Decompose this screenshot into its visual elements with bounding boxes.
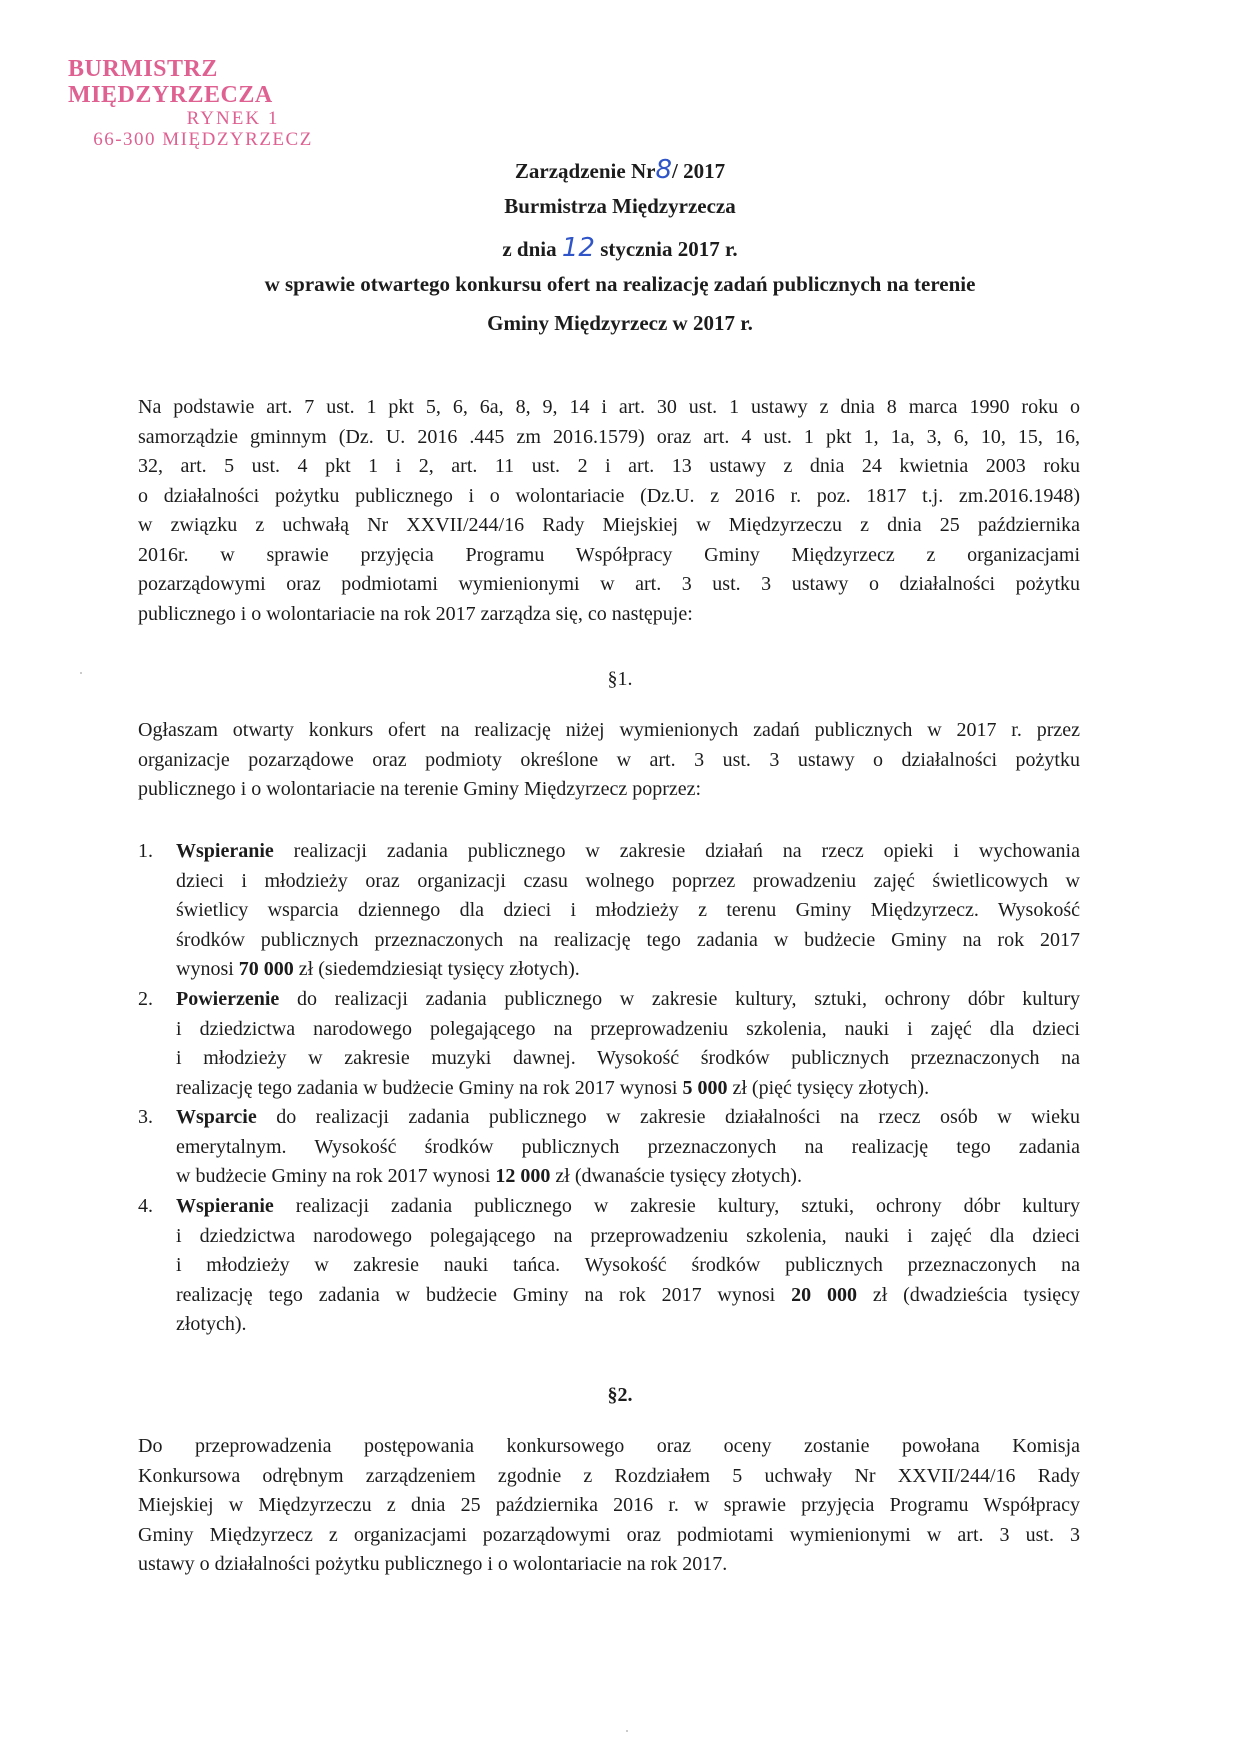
item-line: emerytalnym. Wysokość środków publicznych przeznaczonych na realizację tego zadania [176, 1135, 1080, 1158]
subject-line-2: Gminy Międzyrzecz w 2017 r. [487, 311, 753, 335]
item-line: realizacji zadania publicznego w zakresie kultury, sztuki, ochrony dóbr kultury [273, 1195, 1080, 1217]
date-prefix: z dnia [502, 237, 557, 261]
item-line: świetlicy wsparcia dziennego dla dzieci i młodzieży z terenu Gminy Międzyrzecz. Wysokość [176, 899, 1080, 921]
section-1-intro [138, 716, 1080, 805]
amount: 20 000 [791, 1283, 857, 1306]
section-2-line: Miejskiej w Międzyrzeczu z dnia 25 października 2016 r. w sprawie przyjęcia Programu Współpracy [138, 1494, 1080, 1516]
item-line: i młodzieży w zakresie muzyki dawnej. Wysokość środków publicznych przeznaczonych na [176, 1047, 1080, 1069]
preamble-line: pozarządowymi oraz podmiotami wymienionymi w art. 3 ust. 3 ustawy o działalności pożytku [138, 573, 1080, 595]
item-keyword: Wspieranie [176, 1195, 274, 1217]
preamble-line: o działalności pożytku publicznego i o wolontariacie (Dz.U. z 2016 r. poz. 1817 t.j. zm.2016.1948) [138, 484, 1080, 507]
intro-line: Ogłaszam otwarty konkurs ofert na realizację niżej wymienionych zadań publicznych w 2017 r. przez [138, 719, 1080, 741]
stamp-line-1: BURMISTRZ MIĘDZYRZECZA [68, 56, 273, 109]
item-line: realizację tego zadania w budżecie Gminy na rok 2017 wynosi [176, 1283, 792, 1306]
item-line: zł (siedemdziesiąt tysięcy złotych). [293, 958, 580, 980]
section-2-line: Gminy Międzyrzecz z organizacjami pozarządowymi oraz podmiotami wymienionymi w art. 3 ust. 3 [138, 1523, 1080, 1546]
item-line: środków publicznych przeznaczonych na realizację tego zadania w budżecie Gminy na rok 2017 [176, 928, 1080, 951]
amount: 5 000 [682, 1076, 728, 1099]
preamble-line: 32, art. 5 ust. 4 pkt 1 i 2, art. 11 ust. 2 i art. 13 ustawy z dnia 24 kwietnia 2003 roku [138, 455, 1080, 477]
handwritten-day: 12 [561, 233, 595, 263]
item-line: i dziedzictwa narodowego polegającego na przeprowadzeniu szkolenia, nauki i zajęć dla dzieci [176, 1017, 1080, 1040]
preamble-line: w związku z uchwałą Nr XXVII/244/16 Rady Miejskiej w Międzyrzeczu z dnia 25 października [138, 514, 1080, 536]
office-stamp [68, 56, 408, 151]
preamble-line: Na podstawie art. 7 ust. 1 pkt 5, 6, 6a, 8, 9, 14 i art. 30 ust. 1 ustawy z dnia 8 marca 1990 roku o [138, 396, 1080, 418]
item-keyword: Powierzenie [176, 988, 280, 1010]
document-date [0, 233, 1240, 263]
section-2-body [138, 1432, 1080, 1580]
item-number: 2. [138, 988, 153, 1010]
title-suffix: / 2017 [672, 159, 726, 183]
stamp-line-2: RYNEK 1 [186, 107, 280, 129]
list-item-4 [138, 1192, 1080, 1340]
preamble-line: samorządzie gminnym (Dz. U. 2016 .445 zm 2016.1579) oraz art. 4 ust. 1 pkt 1, 1a, 3, 6, 10, 15, 16, [138, 425, 1080, 448]
item-line: realizację tego zadania w budżecie Gminy na rok 2017 wynosi [176, 1076, 683, 1099]
item-line: wynosi [176, 958, 239, 980]
item-line: do realizacji zadania publicznego w zakresie kultury, sztuki, ochrony dóbr kultury [279, 988, 1080, 1010]
item-line: w budżecie Gminy na rok 2017 wynosi [176, 1165, 496, 1187]
preamble-line: 2016r. w sprawie przyjęcia Programu Współpracy Gminy Międzyrzecz z organizacjami [138, 543, 1080, 566]
item-line: realizacji zadania publicznego w zakresie działań na rzecz opieki i wychowania [273, 840, 1080, 862]
item-keyword: Wspieranie [176, 840, 274, 862]
item-number: 4. [138, 1195, 153, 1217]
section-2-line: ustawy o działalności pożytku publicznego i o wolontariacie na rok 2017. [138, 1553, 728, 1575]
section-2-line: Do przeprowadzenia postępowania konkursowego oraz oceny zostanie powołana Komisja [138, 1435, 1080, 1457]
subject-line-1: w sprawie otwartego konkursu ofert na realizację zadań publicznych na terenie [264, 272, 976, 296]
amount: 12 000 [495, 1165, 551, 1187]
intro-line: organizacje pozarządowe oraz podmioty określone w art. 3 ust. 3 ustawy o działalności pożytku [138, 748, 1080, 771]
item-line: złotych). [176, 1313, 247, 1335]
item-line: zł (pięć tysięcy złotych). [727, 1076, 930, 1099]
item-line: i młodzieży w zakresie nauki tańca. Wysokość środków publicznych przeznaczonych na [176, 1254, 1080, 1276]
handwritten-number: 8 [655, 155, 672, 185]
item-line: dzieci i młodzieży oraz organizacji czasu wolnego poprzez prowadzeniu zajęć świetlicowych w [176, 869, 1080, 892]
list-item-3 [138, 1103, 1080, 1192]
intro-line: publicznego i o wolontariacie na terenie Gminy Międzyrzecz poprzez: [138, 778, 702, 800]
item-line: i dziedzictwa narodowego polegającego na przeprowadzeniu szkolenia, nauki i zajęć dla dzieci [176, 1224, 1080, 1247]
list-item-2 [138, 985, 1080, 1103]
amount: 70 000 [238, 958, 294, 980]
preamble-line: publicznego i o wolontariacie na rok 2017 zarządza się, co następuje: [138, 602, 693, 625]
section-2-line: Konkursowa odrębnym zarządzeniem zgodnie z Rozdziałem 5 uchwały Nr XXVII/244/16 Rady [138, 1464, 1080, 1487]
issuer: Burmistrza Międzyrzecza [504, 194, 736, 218]
preamble [138, 393, 1080, 629]
date-suffix: stycznia 2017 r. [600, 237, 738, 261]
section-1-heading: §1. [607, 668, 633, 690]
item-number: 3. [138, 1106, 153, 1128]
title-prefix: Zarządzenie Nr [514, 159, 656, 183]
scan-speck [626, 1730, 628, 1732]
item-line: zł (dwadzieścia tysięcy [856, 1283, 1081, 1306]
item-keyword: Wsparcie [176, 1106, 257, 1128]
document-title [0, 155, 1240, 185]
list-item-1 [138, 837, 1080, 985]
item-line: zł (dwanaście tysięcy złotych). [550, 1165, 802, 1187]
stamp-line-3: 66-300 MIĘDZYRZECZ [93, 128, 313, 150]
item-number: 1. [138, 840, 153, 862]
item-line: do realizacji zadania publicznego w zakresie działalności na rzecz osób w wieku [256, 1106, 1080, 1128]
section-2-heading: §2. [607, 1384, 633, 1406]
scan-speck [80, 672, 82, 674]
